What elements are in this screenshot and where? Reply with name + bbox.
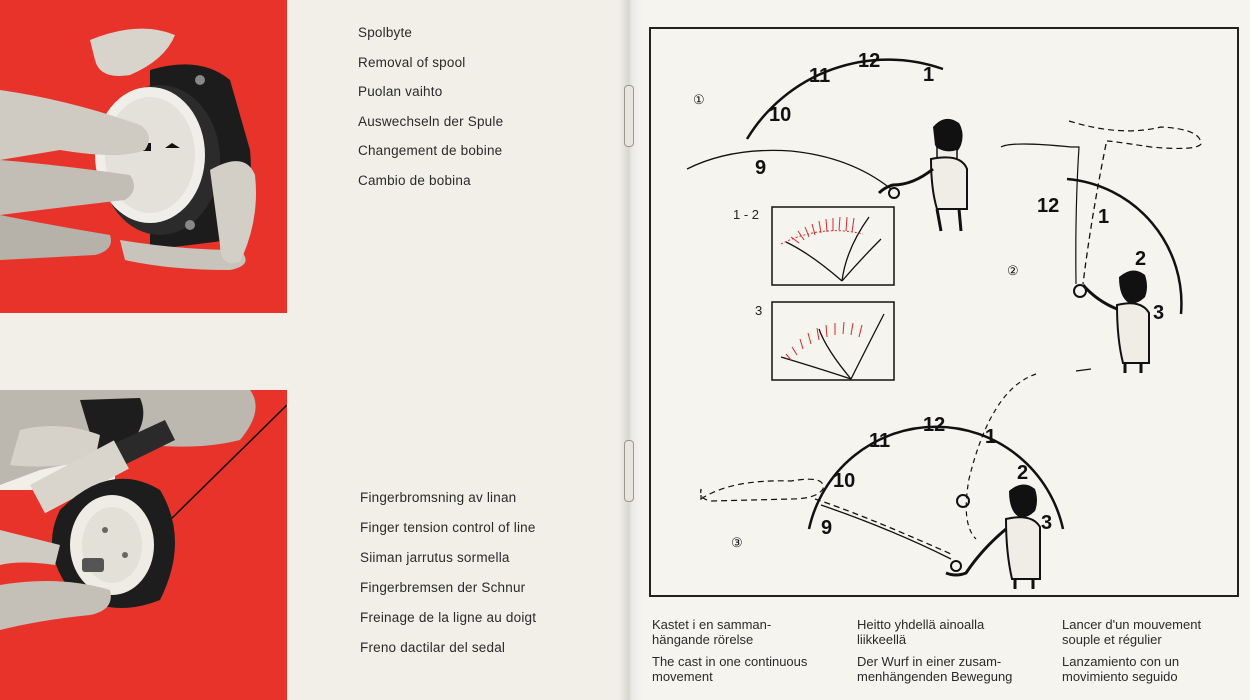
step2-hour-12: 12 <box>1037 195 1060 217</box>
step3-hour-11: 11 <box>869 430 891 452</box>
spool-change-captions <box>358 25 503 202</box>
caption-sv-line1: Kastet i en samman- <box>652 617 772 632</box>
finger-tension-photo <box>0 390 287 700</box>
fisherman-figure-2 <box>1074 270 1149 373</box>
caption-es-line1: Lanzamiento con un <box>1062 654 1180 669</box>
step2-hour-2: 2 <box>1135 248 1147 270</box>
caption-column-sv-en <box>652 617 837 691</box>
step1-hour-10: 10 <box>769 104 792 126</box>
caption-finnish: Siiman jarrutus sormella <box>360 550 510 565</box>
step3-hour-9: 9 <box>821 517 833 539</box>
inset-3-box <box>772 302 894 380</box>
caption-en-line1: The cast in one continuous <box>652 654 808 669</box>
caption-fr-line2: souple et régulier <box>1062 632 1162 647</box>
caption-german: Fingerbremsen der Schnur <box>360 580 526 595</box>
casting-diagram-frame <box>649 27 1239 597</box>
caption-sv-line2: hängande rörelse <box>652 632 754 647</box>
staple-top <box>624 85 634 147</box>
caption-en-line2: movement <box>652 669 713 684</box>
caption-german: Auswechseln der Spule <box>358 113 504 129</box>
step2-hour-3: 3 <box>1153 302 1165 324</box>
caption-spanish: Cambio de bobina <box>358 172 471 188</box>
step3-hour-1: 1 <box>985 426 997 448</box>
staple-bottom <box>624 440 634 502</box>
clock-face-diagram-icon <box>651 29 1237 595</box>
step1-clock-arc <box>747 60 943 139</box>
fingers-on-spool-photo-icon <box>0 390 287 700</box>
inset-label-3: 3 <box>755 303 763 318</box>
caption-column-fi-de <box>857 617 1042 691</box>
step3-hour-12: 12 <box>923 414 946 436</box>
spool-removal-photo <box>0 0 287 313</box>
caption-es-line2: movimiento seguido <box>1062 669 1178 684</box>
caption-english: Finger tension control of line <box>360 520 536 535</box>
caption-spanish: Freno dactilar del sedal <box>360 640 506 655</box>
step1-hour-9: 9 <box>755 157 767 179</box>
caption-fi-line1: Heitto yhdellä ainoalla <box>857 617 985 632</box>
step1-marker: ① <box>693 92 705 107</box>
caption-de-line2: menhängenden Bewegung <box>857 669 1013 684</box>
caption-swedish: Spolbyte <box>358 25 413 40</box>
step3-hour-10: 10 <box>833 470 856 492</box>
step1-hour-12: 12 <box>858 50 881 72</box>
step1-hour-1: 1 <box>923 64 935 86</box>
step3-hour-2: 2 <box>1017 462 1029 484</box>
caption-english: Removal of spool <box>358 54 466 70</box>
caption-column-fr-es <box>1062 617 1247 691</box>
step2-hour-1: 1 <box>1098 206 1110 228</box>
caption-swedish: Fingerbromsning av linan <box>360 490 517 505</box>
hand-holding-reel-photo-icon <box>0 0 287 313</box>
caption-french: Changement de bobine <box>358 143 503 158</box>
caption-fi-line2: liikkeellä <box>857 632 907 647</box>
caption-fr-line1: Lancer d'un mouvement <box>1062 617 1202 632</box>
inset-label-1-2: 1 - 2 <box>733 207 760 222</box>
step2-marker: ② <box>1007 263 1019 278</box>
fisherman-figure-3 <box>946 484 1040 589</box>
caption-finnish: Puolan vaihto <box>358 84 443 99</box>
finger-tension-captions <box>360 490 560 670</box>
caption-de-line1: Der Wurf in einer zusam- <box>857 654 1002 669</box>
step1-hour-11: 11 <box>809 65 831 87</box>
step3-hour-3: 3 <box>1041 512 1053 534</box>
step3-marker: ③ <box>731 535 743 550</box>
caption-french: Freinage de la ligne au doigt <box>360 610 537 625</box>
